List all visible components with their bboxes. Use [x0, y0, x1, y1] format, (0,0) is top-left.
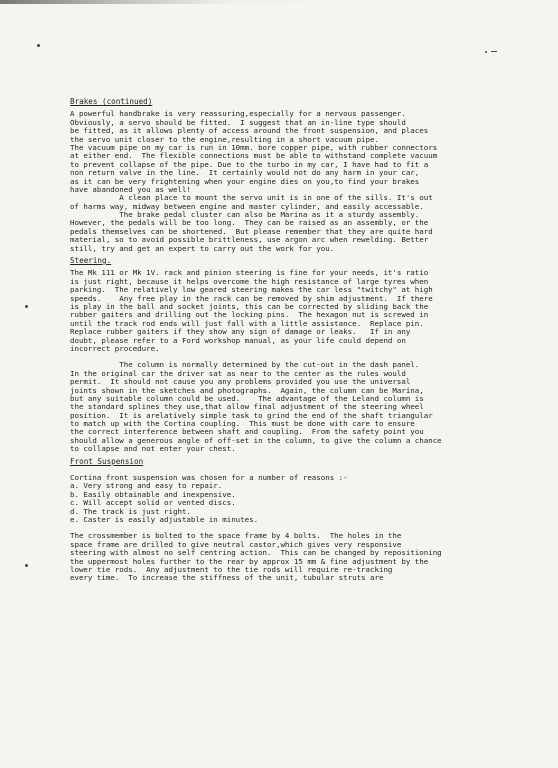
- text-line: incorrect procedure.: [70, 343, 160, 353]
- text-line: the servo unit closer to the engine,resulting in a short vacuum pipe.: [70, 134, 379, 144]
- text-line: The column is normally determined by the cut-out in the dash panel.: [70, 360, 420, 370]
- front-suspension-heading: Front Suspension: [70, 456, 144, 466]
- text-line: but any suitable column could be used. The advantage of the Leland column is: [70, 393, 424, 403]
- text-line: to prevent collapse of the pipe. Due to the turbo in my car, I have had to fit a: [70, 159, 429, 169]
- text-line: permit. It should not cause you any problems provided you use the universal: [70, 377, 411, 387]
- text-line: the correct interference between shaft and coupling. From the safety point you: [70, 427, 424, 437]
- text-line: to collapse and not enter your chest.: [70, 444, 236, 454]
- list-item: c. Will accept solid or vented discs.: [70, 498, 236, 508]
- speck: [37, 44, 40, 47]
- text-line: rubber gaiters and drilling out the locking pins. The hexagon nut is screwed in: [70, 310, 429, 320]
- list-item: b. Easily obtainable and inexpensive.: [70, 489, 236, 499]
- reasons-intro: Cortina front suspension was chosen for a number of reasons :-: [70, 473, 348, 483]
- brakes-paragraph-1: [70, 110, 540, 194]
- text-line: speeds. Any free play in the rack can be removed by shim adjustment. If there: [70, 293, 433, 303]
- text-line: steering with almost no self centring action. This can be changed by repositioning: [70, 548, 442, 558]
- text-line: at either end. The flexible connections must be able to withstand complete vacuum: [70, 151, 438, 161]
- text-line: A clean place to mount the servo unit is in one of the sills. It's out: [70, 193, 433, 203]
- text-line: as it can be very frightening when your engine dies on you,to find your brakes: [70, 176, 420, 186]
- text-line: However, the pedals will be too long. They can be raised as an assembly, or the: [70, 218, 429, 228]
- text-line: have abandoned you as well!: [70, 184, 191, 194]
- text-line: doubt, please refer to a Ford workshop manual, as your life could depend on: [70, 335, 406, 345]
- text-line: space frame are drilled to give neutral castor,which gives very responsive: [70, 539, 402, 549]
- text-line: The crossmember is bolted to the space frame by 4 bolts. The holes in the: [70, 531, 402, 541]
- text-line: of harms way, midway between engine and master cylinder, and easily accessable.: [70, 201, 424, 211]
- text-line: the uppermost holes further to the rear by approx 15 mm & fine adjustment by the: [70, 556, 429, 566]
- brakes-section: [70, 98, 540, 253]
- list-item: d. The track is just right.: [70, 506, 191, 516]
- text-line: Replace rubber gaiters if they show any sign of damage or leaks. If in any: [70, 327, 411, 337]
- brakes-paragraph-2: [70, 194, 540, 253]
- brakes-heading: Brakes (continued): [70, 97, 153, 106]
- reasons-list: [70, 482, 540, 524]
- steering-paragraph-2: [70, 361, 540, 453]
- text-line: The brake pedal cluster can also be Marina as it a sturdy assembly.: [70, 210, 420, 220]
- text-line: to match up with the Cortina coupling. This must be done with care to ensure: [70, 419, 415, 429]
- text-line: the standard splines they use,that allow final adjustment of the steering wheel: [70, 402, 424, 412]
- text-line: still, try and get an expert to carry out the work for you.: [70, 243, 335, 253]
- document-body: [70, 98, 540, 583]
- text-line: lower tie rods. Any adjustment to the tie rods will require re-tracking: [70, 564, 393, 574]
- steering-section: [70, 257, 540, 454]
- speck: [491, 51, 497, 52]
- list-item: a. Very strong and easy to repair.: [70, 481, 223, 491]
- scan-edge: [0, 0, 558, 4]
- text-line: is play in the ball and socket joints, this can be corrected by sliding back the: [70, 302, 429, 312]
- text-line: pedals themselves can be shortened. But please remember that they are quite hard: [70, 226, 433, 236]
- text-line: should allow a generous angle of off-set in the column, to give the column a chance: [70, 435, 442, 445]
- list-item: e. Caster is easily adjustable in minutes.: [70, 515, 259, 525]
- front-suspension-section: [70, 458, 540, 583]
- text-line: Obviously, a servo should be fitted. I suggest that an in-line type should: [70, 117, 406, 127]
- text-line: until the track rod ends will just fall with a little assistance. Replace pin.: [70, 318, 424, 328]
- text-line: is just right, because it helps overcome the high resistance of large tyres when: [70, 276, 429, 286]
- text-line: be fitted, as it allows plenty of access around the front suspension, and places: [70, 126, 429, 136]
- text-line: In the original car the driver sat as near to the center as the rules would: [70, 368, 406, 378]
- front-suspension-paragraph: [70, 532, 540, 582]
- text-line: The Mk 111 or Mk 1V. rack and pinion steering is fine for your needs, it's ratio: [70, 268, 429, 278]
- text-line: every time. To increase the stiffness of the unit, tubular struts are: [70, 573, 384, 583]
- text-line: parking. The relatively low geared steering makes the car less "twitchy" at high: [70, 285, 433, 295]
- text-line: joints shown in the sketches and photographs. Again, the column can be Marina,: [70, 385, 424, 395]
- text-line: non return valve in the line. It certainly would not do any harm in your car,: [70, 168, 420, 178]
- speck: [25, 564, 28, 567]
- steering-paragraph-1: [70, 269, 540, 353]
- text-line: The vacuum pipe on my car is run in 10mm. bore copper pipe, with rubber connectors: [70, 142, 438, 152]
- steering-heading: Steering.: [70, 256, 112, 266]
- speck: [485, 51, 487, 53]
- text-line: A powerful handbrake is very reassuring,especially for a nervous passenger.: [70, 109, 406, 119]
- text-line: position. It is arelatively simple task to grind the end of the shaft triangular: [70, 410, 433, 420]
- speck: [25, 305, 28, 308]
- text-line: material, so to avoid possible brittleness, use argon arc when rewelding. Better: [70, 235, 429, 245]
